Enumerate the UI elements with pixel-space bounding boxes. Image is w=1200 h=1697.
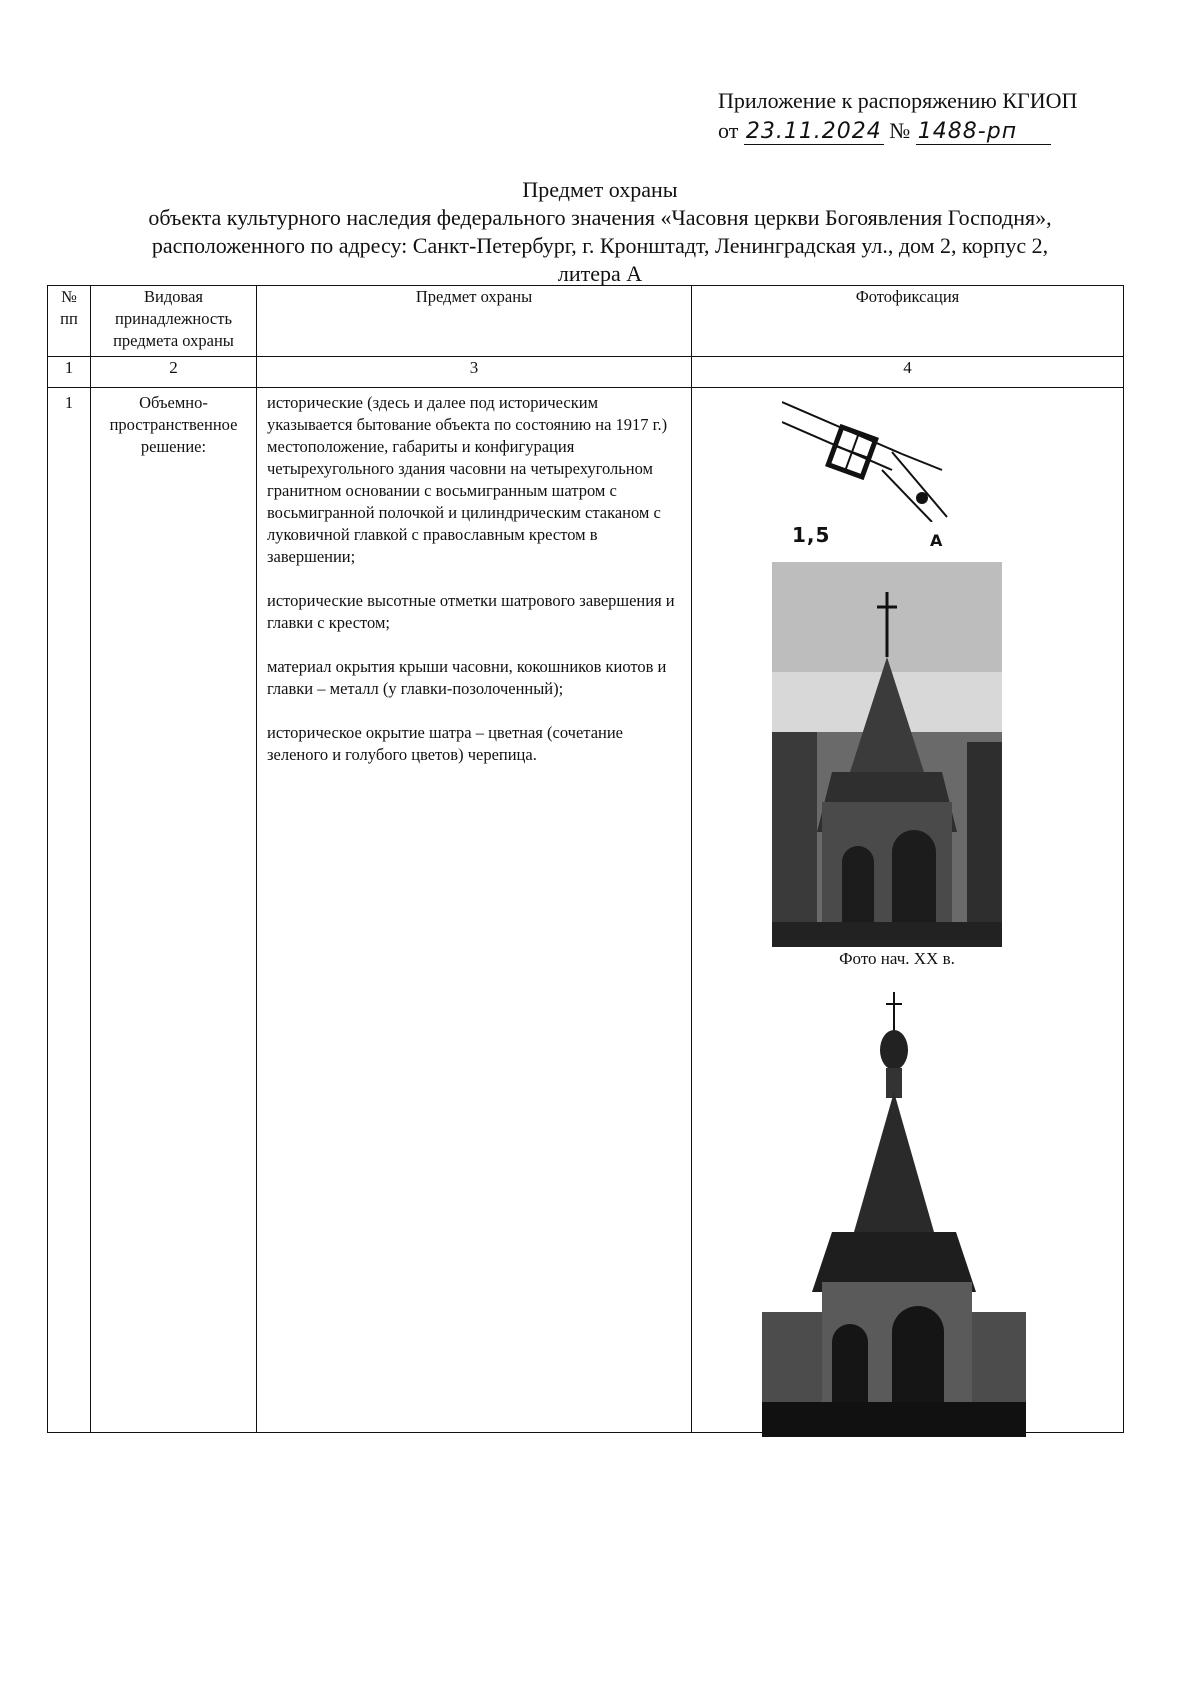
date-prefix: от — [718, 118, 739, 143]
order-reference — [718, 116, 1077, 147]
header-category: Видовая принадлежность предмета охраны — [91, 286, 257, 357]
column-number-row — [48, 357, 1124, 388]
protection-subject-table — [47, 285, 1124, 1433]
appendix-line: Приложение к распоряжению КГИОП — [718, 88, 1078, 113]
subject-paragraph: исторические (здесь и далее под историческим указывается бытование объекта по состоянию на 1917 г.) местоположение, габариты и конфигурация четырехугольного здания часовни на четырехугольном гранитном основании с восьмигранным шатром с восьмигранной полочкой и цилиндрическим стаканом с луковичной главкой с православным крестом в завершении; — [267, 393, 668, 566]
column-number: 1 — [48, 357, 91, 388]
document-title — [60, 176, 1140, 288]
modern-chapel-photo — [762, 992, 1026, 1437]
row-number: 1 — [48, 388, 91, 1433]
subject-paragraph: историческое окрытие шатра – цветная (сочетание зеленого и голубого цветов) черепица. — [267, 723, 623, 764]
header-subject: Предмет охраны — [257, 286, 692, 357]
column-number: 2 — [91, 357, 257, 388]
title-line-2: объекта культурного наследия федерального значения «Часовня церкви Богоявления Господня», — [148, 205, 1052, 230]
row-photos — [692, 388, 1124, 1433]
order-number: 1488-рп — [916, 119, 1051, 145]
number-prefix: № — [889, 118, 911, 143]
site-plan-image — [782, 392, 952, 522]
header-photo: Фотофиксация — [692, 286, 1124, 357]
title-line-1: Предмет охраны — [522, 177, 678, 202]
column-number: 4 — [692, 357, 1124, 388]
order-date: 23.11.2024 — [745, 119, 882, 144]
plan-label: 1,5 — [792, 523, 831, 547]
title-line-4: литера А — [557, 261, 643, 286]
subject-paragraph: исторические высотные отметки шатрового завершения и главки с крестом; — [267, 591, 675, 632]
header-number: № пп — [48, 286, 91, 357]
row-category: Объемно-пространственное решение: — [91, 388, 257, 1433]
title-line-3: расположенного по адресу: Санкт-Петербург, г. Кронштадт, Ленинградская ул., дом 2, корпус 2, — [151, 233, 1049, 258]
row-subject — [257, 388, 692, 1433]
photo-caption: Фото нач. XX в. — [839, 949, 955, 968]
appendix-header — [718, 86, 1077, 147]
column-number: 3 — [257, 357, 692, 388]
historic-chapel-photo — [772, 562, 1002, 947]
table-header-row — [48, 286, 1124, 357]
subject-paragraph: материал окрытия крыши часовни, кокошников киотов и главки – металл (у главки-позолоченный); — [267, 657, 667, 698]
plan-label-letter: А — [930, 531, 943, 550]
table-row — [48, 388, 1124, 1433]
